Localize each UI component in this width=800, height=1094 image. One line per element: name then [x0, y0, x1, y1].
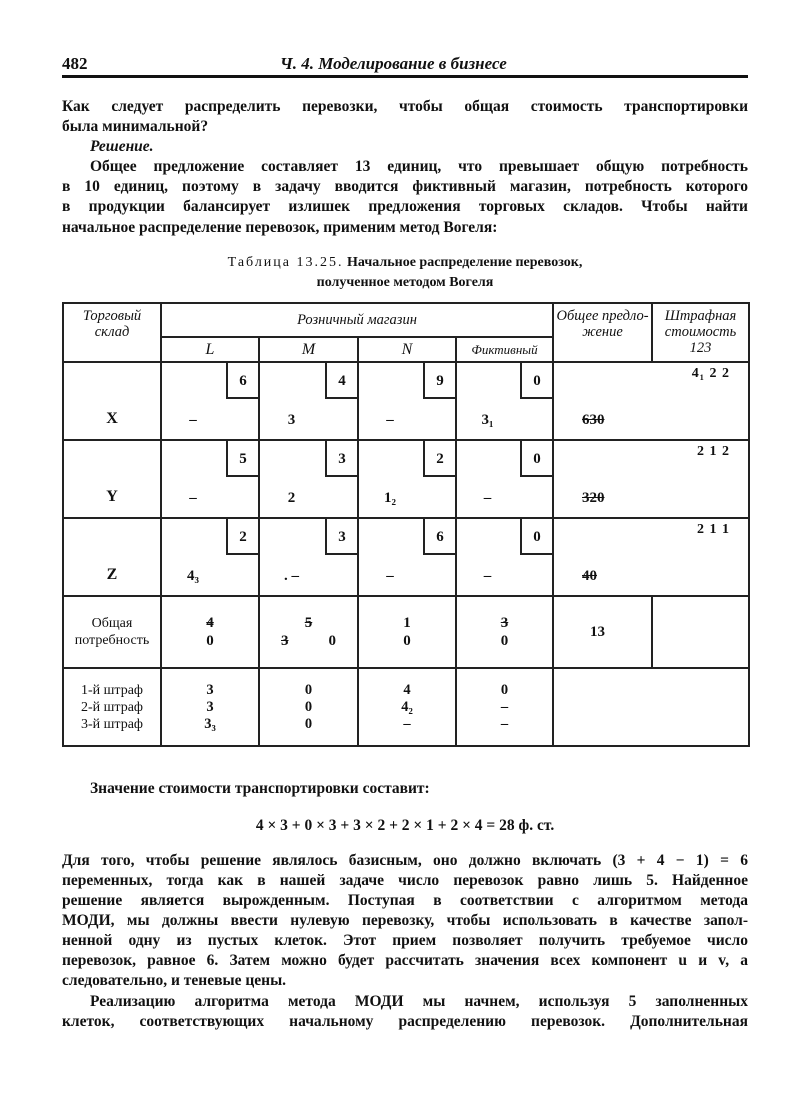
- text-line: была минимальной?: [62, 118, 209, 135]
- caption-line: полученное методом Вогеля: [316, 275, 494, 290]
- allocation: –: [483, 568, 492, 584]
- allocation: –: [189, 412, 197, 428]
- store-dummy: Фиктивный: [456, 337, 553, 362]
- store-m: M: [259, 337, 358, 362]
- unit-cost: 2: [423, 441, 455, 477]
- text-line: в продукции балансирует излишек предложения торговых складов. Чтобы найти: [62, 198, 748, 215]
- text-line: перевозок, равное 6. Затем можно будет рассчитать значения всех компонент u и v, а: [62, 952, 748, 969]
- row-penalties: 2 1 2: [697, 444, 730, 459]
- allocation: 2: [287, 490, 296, 506]
- cost-formula: 4 × 3 + 0 × 3 + 3 × 2 + 2 × 1 + 2 × 4 = 28 ф. ст.: [255, 817, 555, 834]
- caption-line: Начальное распределение перевозок,: [347, 255, 583, 270]
- store-n: N: [358, 337, 456, 362]
- warehouse-name: Z: [106, 566, 118, 583]
- penalties-m: 0 0 0: [259, 668, 358, 746]
- transport-cell: [456, 440, 553, 518]
- supply-value: 630: [582, 412, 605, 428]
- demand-row: [63, 596, 749, 668]
- supply-value: 320: [582, 490, 605, 506]
- unit-cost: 0: [520, 363, 552, 399]
- unit-cost: 0: [520, 519, 552, 555]
- text-line: ненной одну из пустых клеток. Этот прием позволяет получить требуемое число: [62, 932, 748, 949]
- text-line: Для того, чтобы решение являлось базисным, оно должно включать (3 + 4 − 1) = 6: [62, 852, 748, 869]
- unit-cost: 6: [423, 519, 455, 555]
- supply-penalty-cell: [553, 440, 749, 518]
- page-number: 482: [62, 54, 88, 73]
- unit-cost: 5: [226, 441, 258, 477]
- page-header: [62, 52, 748, 74]
- table-caption: [62, 254, 748, 271]
- header-retail: Розничный магазин: [161, 303, 553, 337]
- text-line: Реализацию алгоритма метода МОДИ мы начнем, используя 5 заполненных: [90, 993, 748, 1010]
- text-line: переменных, тогда как в нашей задаче число перевозок равно лишь 5. Найденное: [62, 872, 748, 889]
- text-line: следовательно, и теневые цены.: [62, 972, 287, 989]
- demand-total: 13: [553, 596, 652, 668]
- text-line: начальное распределение перевозок, применим метод Вогеля:: [62, 219, 498, 236]
- transport-cell: [456, 518, 553, 596]
- warehouse-row: [63, 518, 749, 596]
- penalties-n: 4 4₂ –: [358, 668, 456, 746]
- transport-cell: [259, 362, 358, 440]
- running-title: Ч. 4. Моделирование в бизнесе: [280, 54, 507, 73]
- text-line: решение является вырожденным. Поступая в соответствии с алгоритмом метода: [62, 892, 748, 909]
- transport-cell: [161, 362, 259, 440]
- demand-m: 5 3 0: [259, 596, 358, 668]
- transport-cell: [161, 440, 259, 518]
- allocation: 1₂: [384, 490, 396, 506]
- unit-cost: 4: [325, 363, 357, 399]
- text-line: Как следует распределить перевозки, чтобы общая стоимость транспортировки: [62, 98, 748, 115]
- text-line: клеток, соответствующих начальному распределению перевозок. Дополнительная: [62, 1013, 748, 1030]
- header-warehouse: Торговый склад: [63, 303, 161, 362]
- text-line: Общее предложение составляет 13 единиц, что превышает общую потребность: [90, 158, 748, 175]
- transport-cell: [161, 518, 259, 596]
- penalties-l: 3 3 3₃: [161, 668, 259, 746]
- empty-cell: [553, 668, 749, 746]
- caption-label: Таблица 13.25.: [227, 255, 344, 270]
- transport-cell: [358, 518, 456, 596]
- allocation: –: [386, 412, 394, 428]
- warehouse-name: X: [106, 410, 118, 427]
- demand-label: Общая потребность: [63, 596, 161, 668]
- empty-cell: [652, 596, 749, 668]
- store-l: L: [161, 337, 259, 362]
- unit-cost: 0: [520, 441, 552, 477]
- allocation: 4₃: [187, 568, 199, 584]
- supply-penalty-cell: [553, 518, 749, 596]
- allocation: –: [189, 490, 197, 506]
- vogel-table: [62, 302, 750, 747]
- header-supply: Общее предло-жение: [553, 303, 652, 362]
- allocation: –: [386, 568, 394, 584]
- header-rule: [62, 75, 748, 78]
- warehouse-name: Y: [106, 488, 118, 505]
- row-penalties: 4₁ 2 2: [691, 366, 730, 381]
- demand-l: 4 0: [161, 596, 259, 668]
- unit-cost: 2: [226, 519, 258, 555]
- cost-intro: Значение стоимости транспортировки составит:: [90, 780, 430, 797]
- warehouse-cell: [63, 362, 161, 440]
- transport-cell: [456, 362, 553, 440]
- warehouse-row: [63, 440, 749, 518]
- warehouse-row: [63, 362, 749, 440]
- allocation: 3₁: [481, 412, 494, 428]
- penalty-row: [63, 668, 749, 746]
- penalty-labels: 1-й штраф 2-й штраф 3-й штраф: [63, 668, 161, 746]
- transport-cell: [358, 362, 456, 440]
- allocation: 3: [287, 412, 296, 428]
- allocation: . –: [284, 568, 299, 584]
- transport-cell: [259, 518, 358, 596]
- demand-dummy: 3 0: [456, 596, 553, 668]
- solution-label: Решение.: [90, 138, 154, 155]
- demand-n: 1 0: [358, 596, 456, 668]
- warehouse-cell: [63, 440, 161, 518]
- supply-value: 40: [582, 568, 597, 584]
- penalties-dummy: 0 – –: [456, 668, 553, 746]
- unit-cost: 3: [325, 519, 357, 555]
- supply-penalty-cell: [553, 362, 749, 440]
- unit-cost: 6: [226, 363, 258, 399]
- row-penalties: 2 1 1: [697, 522, 730, 537]
- text-line: МОДИ, мы должны ввести нулевую перевозку, чтобы использовать в качестве запол-: [62, 912, 748, 929]
- allocation: –: [483, 490, 492, 506]
- unit-cost: 3: [325, 441, 357, 477]
- text-line: в 10 единиц, поэтому в задачу вводится фиктивный магазин, потребность которого: [62, 178, 748, 195]
- transport-cell: [259, 440, 358, 518]
- unit-cost: 9: [423, 363, 455, 399]
- transport-cell: [358, 440, 456, 518]
- warehouse-cell: [63, 518, 161, 596]
- header-penalty: Штрафная стоимость 123: [652, 303, 749, 362]
